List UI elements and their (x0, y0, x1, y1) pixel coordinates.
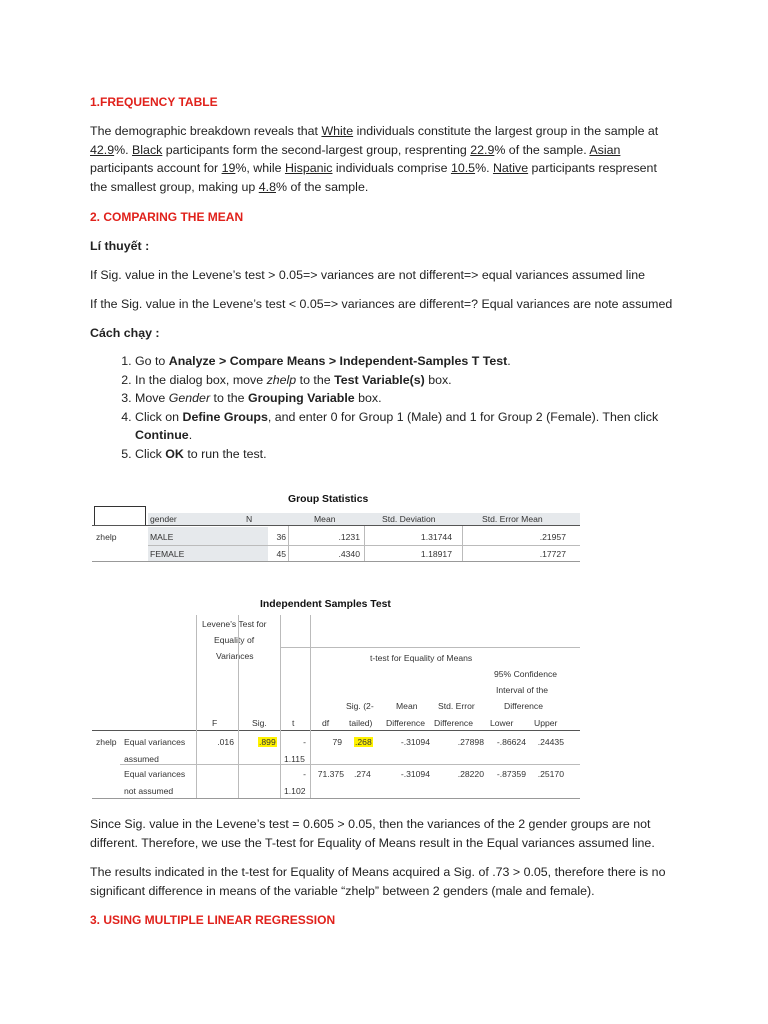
step-item: 1. Go to Analyze > Compare Means > Independent-Samples T Test. (135, 352, 690, 371)
col-header-lower: Lower (490, 718, 514, 728)
table-cell: 36 (276, 532, 286, 542)
levene-header-line: Variances (216, 651, 254, 661)
col-header-mean: Mean (314, 514, 336, 524)
table-cell: 1.18917 (420, 549, 452, 559)
link-white: White (321, 124, 354, 138)
table-cell: .28220 (457, 769, 484, 779)
row-label-equal-assumed: Equal variances (124, 737, 186, 747)
table-cell: -.87359 (496, 769, 526, 779)
levene-header-line: Equality of (214, 635, 255, 645)
table-cell: 79 (332, 737, 342, 747)
table-cell: 71.375 (317, 769, 344, 779)
col-header-std-error-difference: Std. Error (438, 701, 475, 711)
row-variable-zhelp: zhelp (96, 737, 117, 747)
section-heading-frequency: 1.FREQUENCY TABLE (90, 95, 218, 109)
table-cell: 1.31744 (420, 532, 452, 542)
ci-header: 95% Confidence (494, 669, 558, 679)
row-label-equal-not-assumed: Equal variances (124, 769, 186, 779)
table-cell: MALE (150, 532, 174, 542)
empty-corner-cell (94, 506, 146, 526)
steps-list (90, 352, 690, 463)
table-cell: -.31094 (400, 737, 430, 747)
group-statistics-title: Group Statistics (288, 494, 369, 505)
ci-header-line: Difference (504, 701, 544, 711)
ttest-header: t-test for Equality of Means (370, 653, 473, 663)
row-label-line: assumed (124, 754, 159, 764)
col-header-f: F (212, 718, 218, 728)
howto-label: Cách chạy : (90, 326, 160, 340)
table-cell: .17727 (539, 549, 566, 559)
table-cell: .21957 (539, 532, 566, 542)
ci-header-line: Interval of the (496, 685, 549, 695)
frequency-paragraph: The demographic breakdown reveals that White individuals constitute the largest group in the sample at 42.9%. Black participants form the second-largest group, resprenting 22.9% of the sample. Asian participants account for 19%, while Hispanic individuals comprise 10.5%. Native participants respresent the smallest group, making up 4.8% of the sample. (90, 124, 659, 194)
step-item: 2. In the dialog box, move zhelp to the Test Variable(s) box. (135, 371, 690, 390)
col-header-t: t (292, 718, 295, 728)
table-cell: 1.115 (284, 754, 305, 764)
step-item: 4. Click on Define Groups, and enter 0 for Group 1 (Male) and 1 for Group 2 (Female). Then click Continue. (135, 408, 690, 445)
table-cell: -.86624 (496, 737, 526, 747)
col-header-gender: gender (150, 514, 177, 524)
table-cell: .274 (354, 769, 371, 779)
table-cell: .24435 (537, 737, 564, 747)
col-header-sig-2-tailed: Sig. (2- (346, 701, 374, 711)
col-header-n: N (246, 514, 253, 524)
levene-header: Levene's Test for (202, 619, 267, 629)
table-cell: .4340 (338, 549, 360, 559)
col-header-line: Difference (386, 718, 426, 728)
col-header-df: df (322, 718, 330, 728)
table-cell: .1231 (338, 532, 360, 542)
table-cell: .25170 (537, 769, 564, 779)
table-cell: 1.102 (284, 786, 306, 796)
independent-samples-title: Independent Samples Test (260, 599, 391, 610)
section-heading-regression: 3. USING MULTIPLE LINEAR REGRESSION (90, 913, 336, 927)
conclusion-ttest: The results indicated in the t-test for Equality of Means acquired a Sig. of .73 > 0.05, therefore there is no significant difference in means of the variable “zhelp” between 2 genders (male and female). (90, 865, 666, 898)
step-item: 3. Move Gender to the Grouping Variable box. (135, 389, 690, 408)
highlighted-ttest-sig: .268 (355, 737, 372, 747)
group-statistics-table (92, 490, 580, 562)
section-heading-comparing-mean: 2. COMPARING THE MEAN (90, 210, 244, 224)
col-header-line: tailed) (349, 718, 373, 728)
highlighted-levene-sig: .899 (259, 737, 276, 747)
conclusion-levene: Since Sig. value in the Levene’s test = 0.605 > 0.05, then the variances of the 2 gender groups are not different. Therefore, we use the T-test for Equality of Means result in the Equal variances assumed line. (90, 817, 655, 850)
row-label-line: not assumed (124, 786, 174, 796)
table-cell: - (303, 737, 306, 747)
table-cell: FEMALE (150, 549, 185, 559)
col-header-sig: Sig. (252, 718, 267, 728)
table-cell: - (303, 769, 306, 779)
rule-levene-above: If Sig. value in the Levene’s test > 0.05=> variances are not different=> equal variances assumed line (90, 268, 646, 282)
step-item: 5. Click OK to run the test. (135, 445, 690, 464)
rule-levene-below: If the Sig. value in the Levene’s test < 0.05=> variances are different=? Equal variances are note assumed (90, 297, 673, 311)
col-header-std-deviation: Std. Deviation (382, 514, 436, 524)
table-cell: 45 (276, 549, 286, 559)
row-variable-zhelp: zhelp (96, 532, 117, 542)
col-header-std-error-mean: Std. Error Mean (482, 514, 543, 524)
independent-samples-test-table (92, 595, 580, 800)
theory-label: Lí thuyết : (90, 239, 150, 253)
col-header-upper: Upper (534, 718, 558, 728)
col-header-line: Difference (434, 718, 474, 728)
table-cell: -.31094 (400, 769, 430, 779)
table-cell: .27898 (457, 737, 484, 747)
col-header-mean-difference: Mean (396, 701, 418, 711)
table-cell: .016 (217, 737, 234, 747)
